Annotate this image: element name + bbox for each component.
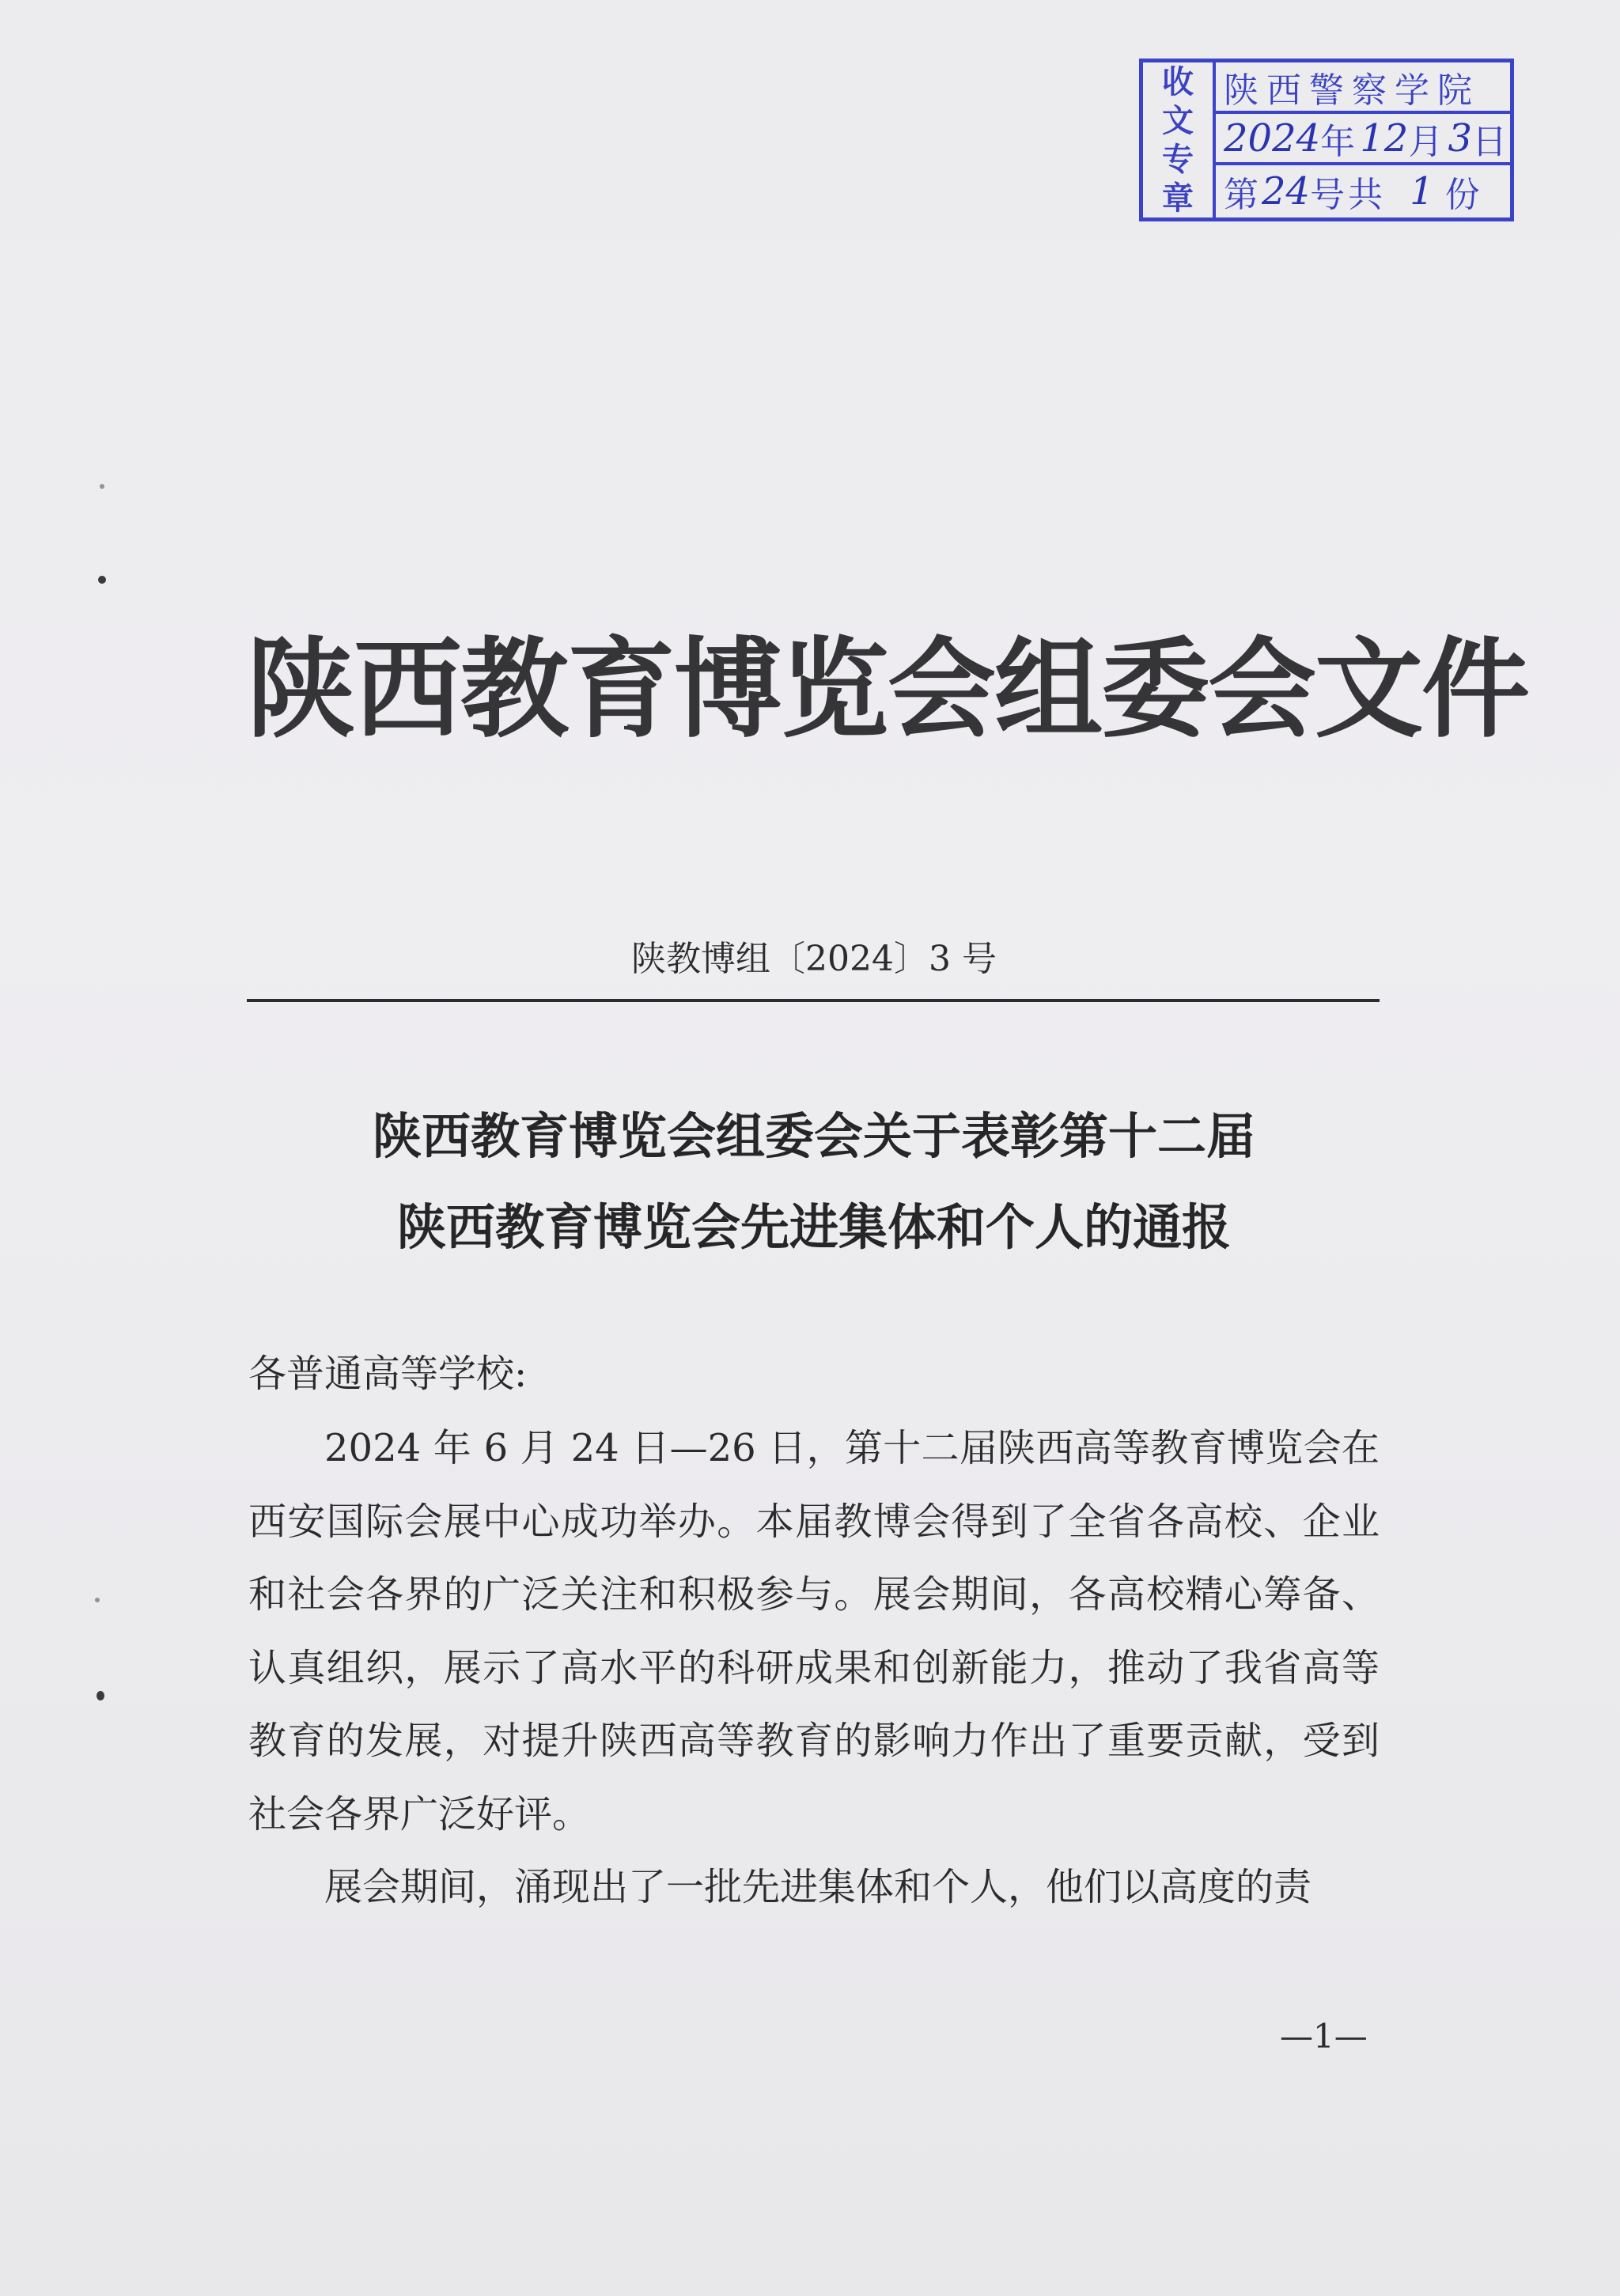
document-body (248, 1412, 1380, 1924)
header-divider (247, 999, 1380, 1002)
stamp-institution-row (1216, 62, 1510, 114)
receipt-stamp (1139, 59, 1514, 221)
stamp-institution: 陕西警察学院 (1224, 70, 1480, 111)
scan-speck (98, 576, 106, 584)
stamp-copies-unit: 份 (1444, 174, 1483, 215)
body-paragraph: 2024 年 6 月 24 日—26 日，第十二届陕西高等教育博览会在西安国际会展中心成功举办。本届教博会得到了全省各高校、企业和社会各界的广泛关注和积极参与。展会期间，各高校精心筹备、认真组织，展示了高水平的科研成果和创新能力，推动了我省高等教育的发展，对提升陕西高等教育的影响力作出了重要贡献，受到社会各界广泛好评。 (248, 1426, 1380, 1836)
scan-speck (97, 1691, 104, 1700)
stamp-serial-mid: 号共 (1310, 174, 1387, 215)
page-number: —1— (1280, 2017, 1368, 2056)
stamp-label-char: 收 (1162, 63, 1194, 100)
stamp-serial-row (1216, 165, 1510, 217)
body-paragraph: 展会期间，涌现出了一批先进集体和个人，他们以高度的责 (324, 1865, 1312, 1909)
stamp-label (1143, 62, 1216, 217)
stamp-day: 3 (1448, 115, 1472, 161)
stamp-day-unit: 日 (1472, 121, 1510, 162)
stamp-label-char: 文 (1162, 102, 1194, 139)
stamp-year-unit: 年 (1320, 121, 1359, 162)
stamp-month-unit: 月 (1408, 121, 1447, 162)
stamp-label-char: 专 (1162, 141, 1194, 178)
document-title-line-1: 陕西教育博览会组委会关于表彰第十二届 (372, 1107, 1255, 1165)
stamp-serial-no: 24 (1262, 168, 1311, 214)
document-number: 陕教博组〔2024〕3 号 (631, 939, 997, 979)
scan-speck (100, 484, 104, 489)
scan-speck (95, 1598, 100, 1602)
document-header: 陕西教育博览会组委会文件 (247, 626, 1529, 753)
salutation: 各普通高等学校: (248, 1352, 528, 1396)
document-title-line-2: 陕西教育博览会先进集体和个人的通报 (396, 1198, 1231, 1256)
stamp-date-row (1216, 114, 1510, 165)
stamp-month: 12 (1360, 115, 1409, 161)
stamp-label-char: 章 (1162, 180, 1194, 217)
stamp-year: 2024 (1224, 115, 1321, 161)
stamp-copies: 1 (1410, 168, 1434, 214)
stamp-serial-prefix: 第 (1224, 174, 1262, 215)
